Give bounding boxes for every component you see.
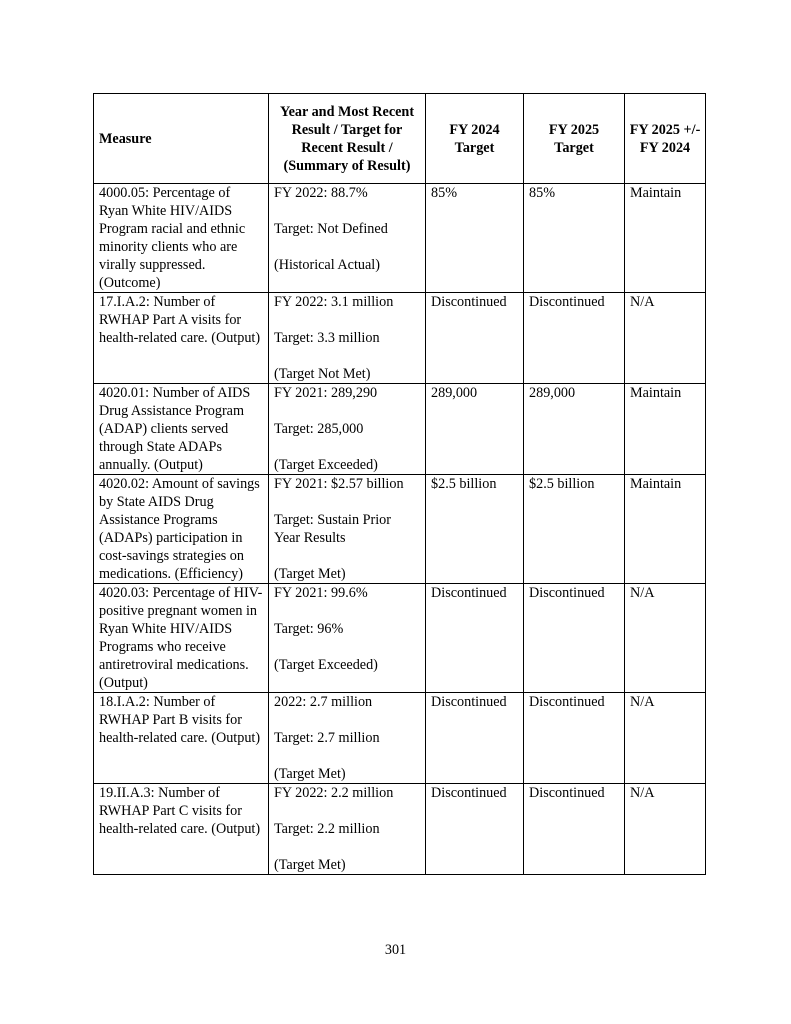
- change-cell: Maintain: [625, 184, 706, 293]
- change-cell: N/A: [625, 693, 706, 784]
- measure-cell: 18.I.A.2: Number of RWHAP Part B visits for health-related care. (Output): [94, 693, 269, 784]
- result-value: FY 2021: 289,290: [274, 385, 378, 401]
- recent-result-cell: [269, 584, 426, 693]
- result-summary: (Historical Actual): [274, 257, 380, 273]
- result-summary: (Target Met): [274, 857, 346, 873]
- recent-result-cell: [269, 293, 426, 384]
- result-target: Target: Not Defined: [274, 221, 388, 237]
- fy2024-target-cell: 85%: [426, 184, 524, 293]
- table-row: [94, 184, 706, 293]
- recent-result-cell: [269, 384, 426, 475]
- performance-measures-table: [93, 93, 706, 875]
- fy2025-target-cell: 289,000: [524, 384, 625, 475]
- measure-cell: 4020.03: Percentage of HIV-positive pregnant women in Ryan White HIV/AIDS Programs who receive antiretroviral medications. (Output): [94, 584, 269, 693]
- fy2024-target-cell: Discontinued: [426, 693, 524, 784]
- fy2025-target-cell: Discontinued: [524, 784, 625, 875]
- header-fy-change: FY 2025 +/- FY 2024: [625, 94, 706, 184]
- recent-result-cell: [269, 475, 426, 584]
- fy2025-target-cell: Discontinued: [524, 693, 625, 784]
- header-fy2024-target: FY 2024 Target: [426, 94, 524, 184]
- page-number: 301: [384, 942, 407, 958]
- result-target: Target: Sustain Prior Year Results: [274, 512, 391, 546]
- fy2024-target-cell: 289,000: [426, 384, 524, 475]
- result-summary: (Target Not Met): [274, 366, 371, 382]
- result-summary: (Target Exceeded): [274, 657, 378, 673]
- recent-result-cell: [269, 184, 426, 293]
- fy2024-target-cell: Discontinued: [426, 784, 524, 875]
- measure-cell: 4000.05: Percentage of Ryan White HIV/AIDS Program racial and ethnic minority clients who are virally suppressed. (Outcome): [94, 184, 269, 293]
- result-value: 2022: 2.7 million: [274, 694, 373, 710]
- measure-cell: 4020.02: Amount of savings by State AIDS Drug Assistance Programs (ADAPs) participation in cost-savings strategies on medications. (Efficiency): [94, 475, 269, 584]
- change-cell: Maintain: [625, 475, 706, 584]
- table-row: [94, 384, 706, 475]
- table-row: [94, 693, 706, 784]
- result-summary: (Target Exceeded): [274, 457, 378, 473]
- table-row: [94, 584, 706, 693]
- fy2024-target-cell: $2.5 billion: [426, 475, 524, 584]
- recent-result-cell: [269, 784, 426, 875]
- result-target: Target: 285,000: [274, 421, 364, 437]
- header-measure: Measure: [94, 94, 269, 184]
- measure-cell: 17.I.A.2: Number of RWHAP Part A visits for health-related care. (Output): [94, 293, 269, 384]
- result-value: FY 2022: 88.7%: [274, 185, 368, 201]
- change-cell: N/A: [625, 584, 706, 693]
- recent-result-cell: [269, 693, 426, 784]
- result-summary: (Target Met): [274, 566, 346, 582]
- result-target: Target: 2.2 million: [274, 821, 380, 837]
- table-row: [94, 293, 706, 384]
- result-summary: (Target Met): [274, 766, 346, 782]
- fy2025-target-cell: Discontinued: [524, 293, 625, 384]
- result-value: FY 2022: 3.1 million: [274, 294, 394, 310]
- fy2025-target-cell: Discontinued: [524, 584, 625, 693]
- result-value: FY 2022: 2.2 million: [274, 785, 394, 801]
- measure-cell: 4020.01: Number of AIDS Drug Assistance Program (ADAP) clients served through State ADAPs annually. (Output): [94, 384, 269, 475]
- change-cell: N/A: [625, 784, 706, 875]
- result-value: FY 2021: $2.57 billion: [274, 476, 404, 492]
- table-row: [94, 475, 706, 584]
- result-target: Target: 96%: [274, 621, 344, 637]
- table-row: [94, 784, 706, 875]
- result-target: Target: 3.3 million: [274, 330, 380, 346]
- measure-cell: 19.II.A.3: Number of RWHAP Part C visits for health-related care. (Output): [94, 784, 269, 875]
- fy2024-target-cell: Discontinued: [426, 584, 524, 693]
- table-header-row: [94, 94, 706, 184]
- fy2025-target-cell: $2.5 billion: [524, 475, 625, 584]
- result-value: FY 2021: 99.6%: [274, 585, 368, 601]
- header-recent-result: Year and Most Recent Result / Target for Recent Result / (Summary of Result): [269, 94, 426, 184]
- fy2024-target-cell: Discontinued: [426, 293, 524, 384]
- change-cell: Maintain: [625, 384, 706, 475]
- fy2025-target-cell: 85%: [524, 184, 625, 293]
- result-target: Target: 2.7 million: [274, 730, 380, 746]
- change-cell: N/A: [625, 293, 706, 384]
- header-fy2025-target: FY 2025 Target: [524, 94, 625, 184]
